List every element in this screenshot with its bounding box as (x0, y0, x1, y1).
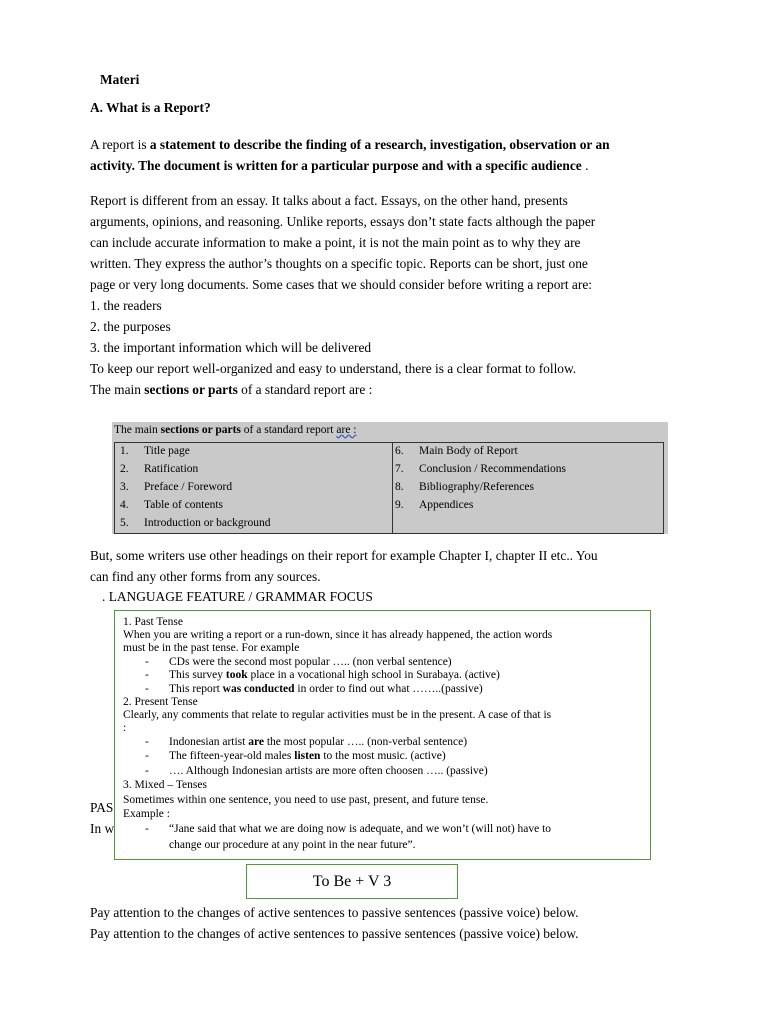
example-item: This survey took place in a vocational high school in Surabaya. (active) (169, 669, 500, 681)
example-item: …. Although Indonesian artists are more often choosen ….. (passive) (169, 765, 488, 777)
example-item: Indonesian artist are the most popular ….. (non-verbal sentence) (169, 736, 468, 748)
example-item: CDs were the second most popular ….. (non verbal sentence) (169, 656, 452, 668)
example-item: change our procedure at any point in the near future”. (169, 839, 416, 851)
table-cell: 5. Introduction or background (120, 517, 271, 529)
formula-box: To Be + V 3 (246, 864, 458, 899)
para-line: written. They express the author’s thoughts on a specific topic. Reports can be short, just one (90, 256, 588, 271)
dash-bullet: - (145, 823, 149, 835)
grammar-text: Clearly, any comments that relate to regular activities must be in the present. A case of that is (123, 709, 552, 721)
table-caption: The main sections or parts of a standard report are : (114, 424, 357, 436)
intro-line-1: A report is a statement to describe the finding of a research, investigation, observation or an (90, 137, 610, 152)
heading-materi: Materi (100, 72, 140, 87)
table-cell: 2. Ratification (120, 463, 199, 475)
obscured-text: PAS (90, 800, 114, 815)
table-divider (392, 443, 393, 533)
table-cell: 6. Main Body of Report (395, 445, 518, 457)
list-item-purposes: 2. the purposes (90, 319, 171, 334)
grammar-text: : (123, 722, 127, 734)
intro-line-2: activity. The document is written for a particular purpose and with a specific audience . (90, 158, 589, 173)
grammar-text: When you are writing a report or a run-down, since it has already happened, the action words (123, 629, 553, 641)
para-line: arguments, opinions, and reasoning. Unlike reports, essays don’t state facts although the paper (90, 214, 596, 229)
past-tense-heading: 1. Past Tense (123, 616, 183, 628)
list-item-information: 3. the important information which will be delivered (90, 340, 372, 355)
sections-table-image (112, 422, 668, 534)
table-cell: 4. Table of contents (120, 499, 224, 511)
grammar-focus-box (114, 610, 651, 860)
dash-bullet: - (145, 750, 149, 762)
main-sections-line: The main sections or parts of a standard report are : (90, 382, 373, 397)
dash-bullet: - (145, 683, 149, 695)
dash-bullet: - (145, 765, 149, 777)
mixed-tenses-heading: 3. Mixed – Tenses (123, 779, 207, 791)
language-feature-heading: . LANGUAGE FEATURE / GRAMMAR FOCUS (102, 589, 373, 604)
example-item: “Jane said that what we are doing now is adequate, and we won’t (will not) have to (169, 823, 552, 835)
para-line: To keep our report well-organized and easy to understand, there is a clear format to follow. (90, 361, 577, 376)
dash-bullet: - (145, 736, 149, 748)
list-item-readers: 1. the readers (90, 298, 162, 313)
dash-bullet: - (145, 656, 149, 668)
table-cell: 8. Bibliography/References (395, 481, 534, 493)
after-table-line: But, some writers use other headings on their report for example Chapter I, chapter II etc.. You (90, 548, 598, 563)
grammar-text: Sometimes within one sentence, you need to use past, present, and future tense. (123, 794, 489, 806)
example-item: The fifteen-year-old males listen to the most music. (active) (169, 750, 446, 762)
sections-table (114, 442, 664, 534)
bottom-line: Pay attention to the changes of active sentences to passive sentences (passive voice) below. (90, 905, 579, 920)
table-cell: 7. Conclusion / Recommendations (395, 463, 566, 475)
section-a-title: A. What is a Report? (90, 100, 211, 115)
table-cell: 3. Preface / Foreword (120, 481, 233, 493)
example-item: This report was conducted in order to find out what ……..(passive) (169, 683, 483, 695)
grammar-text: must be in the past tense. For example (123, 642, 300, 654)
table-cell: 9. Appendices (395, 499, 474, 511)
obscured-text: In w (90, 821, 115, 836)
para-line: can include accurate information to make a point, it is not the main point as to why they are (90, 235, 581, 250)
para-line: Report is different from an essay. It talks about a fact. Essays, on the other hand, presents (90, 193, 568, 208)
dash-bullet: - (145, 669, 149, 681)
bottom-line: Pay attention to the changes of active sentences to passive sentences (passive voice) below. (90, 926, 579, 941)
after-table-line: can find any other forms from any sources. (90, 569, 321, 584)
table-cell: 1. Title page (120, 445, 190, 457)
para-line: page or very long documents. Some cases that we should consider before writing a report are: (90, 277, 592, 292)
grammar-text: Example : (123, 808, 170, 820)
present-tense-heading: 2. Present Tense (123, 696, 198, 708)
